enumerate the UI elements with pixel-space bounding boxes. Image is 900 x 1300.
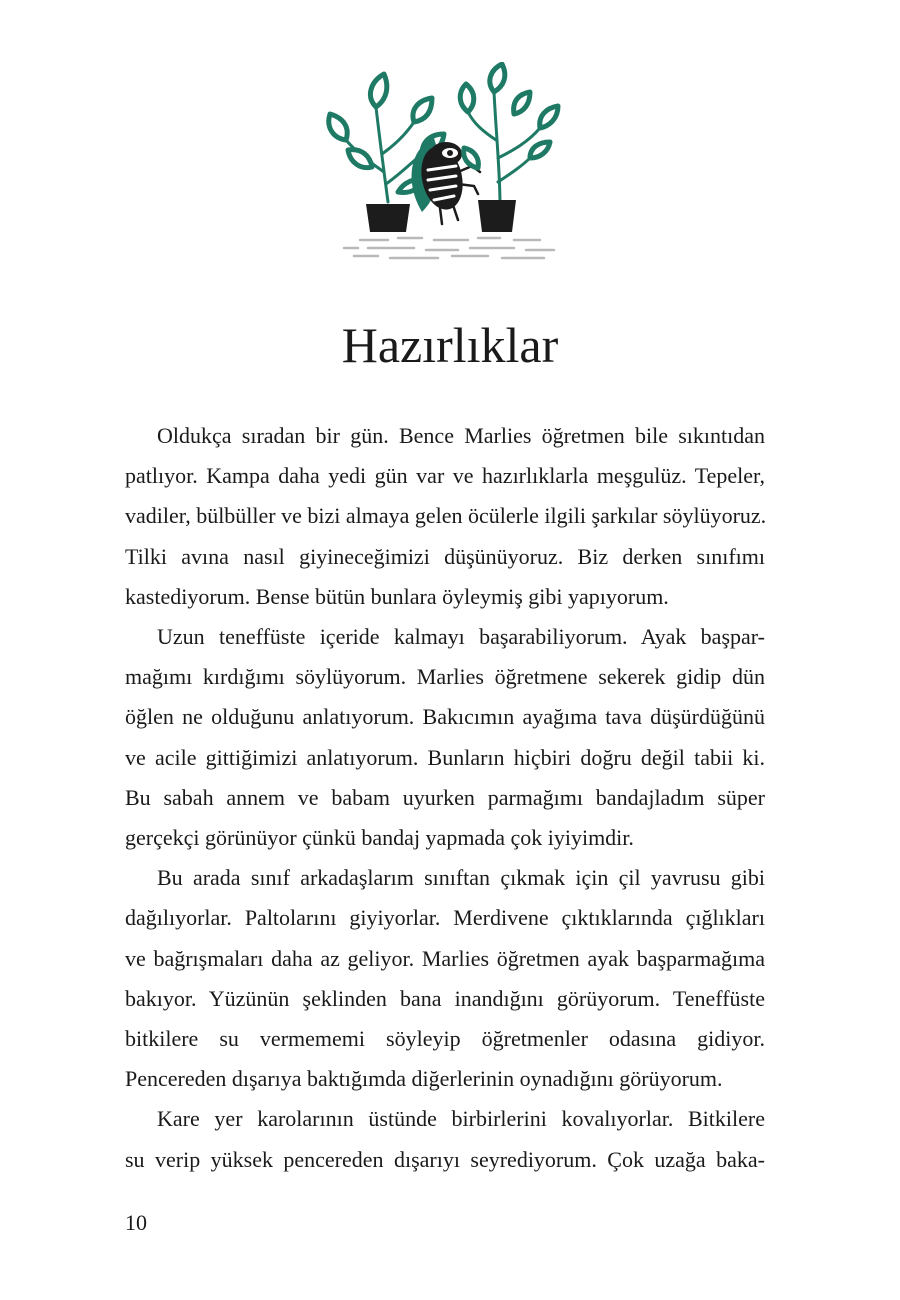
text-line: Pencereden dışarıya baktığımda diğerlerinin oynadığını görüyorum. bbox=[125, 1066, 723, 1092]
text-line: kastediyorum. Bense bütün bunlara öyleymiş gibi yapıyorum. bbox=[125, 583, 669, 609]
text-line: Oldukça sıradan bir gün. Bence Marlies öğretmen bile sıkıntıdan bbox=[157, 423, 765, 448]
text-line: gerçekçi görünüyor çünkü bandaj yapmada çok iyiyimdir. bbox=[125, 825, 634, 851]
body-text bbox=[125, 416, 765, 1180]
plants-and-beetle-icon bbox=[318, 62, 578, 272]
text-line: ve acile gittiğimizi anlatıyorum. Bunların hiçbiri doğru değil tabii ki. bbox=[125, 744, 765, 770]
text-line: vadiler, bülbüller ve bizi almaya gelen öcülerle ilgili şarkılar söylüyoruz. bbox=[125, 503, 767, 529]
text-line: patlıyor. Kampa daha yedi gün var ve hazırlıklarla meşgulüz. Tepeler, bbox=[125, 463, 765, 489]
text-line: bakıyor. Yüzünün şeklinden bana inandığını görüyorum. Teneffüste bbox=[125, 985, 765, 1011]
text-line: Bu sabah annem ve babam uyurken parmağımı bandajladım süper bbox=[125, 784, 765, 810]
text-line: bitkilere su vermememi söyleyip öğretmenler odasına gidiyor. bbox=[125, 1026, 765, 1052]
text-line: mağımı kırdığımı söylüyorum. Marlies öğretmene sekerek gidip dün bbox=[125, 664, 765, 690]
paragraph bbox=[125, 617, 765, 858]
paragraph bbox=[125, 858, 765, 1099]
text-line: ve bağrışmaları daha az geliyor. Marlies öğretmen ayak başparmağıma bbox=[125, 945, 765, 971]
chapter-title: Hazırlıklar bbox=[341, 317, 559, 373]
text-line: dağılıyorlar. Paltolarını giyiyorlar. Merdivene çıktıklarında çığlıkları bbox=[125, 905, 765, 931]
paragraph bbox=[125, 416, 765, 617]
text-line: öğlen ne olduğunu anlatıyorum. Bakıcımın ayağıma tava düşürdüğünü bbox=[125, 704, 765, 730]
text-line: su verip yüksek pencereden dışarıyı seyrediyorum. Çok uzağa baka- bbox=[125, 1146, 765, 1172]
page-number: 10 bbox=[125, 1210, 147, 1235]
text-line: Bu arada sınıf arkadaşlarım sınıftan çıkmak için çil yavrusu gibi bbox=[157, 865, 765, 891]
text-line: Tilki avına nasıl giyineceğimizi düşünüyoruz. Biz derken sınıfımı bbox=[125, 543, 765, 569]
paragraph bbox=[125, 1099, 765, 1179]
text-line: Uzun teneffüste içeride kalmayı başarabiliyorum. Ayak başpar- bbox=[157, 624, 765, 650]
text-line: Kare yer karolarının üstünde birbirlerini kovalıyorlar. Bitkilere bbox=[157, 1106, 765, 1132]
